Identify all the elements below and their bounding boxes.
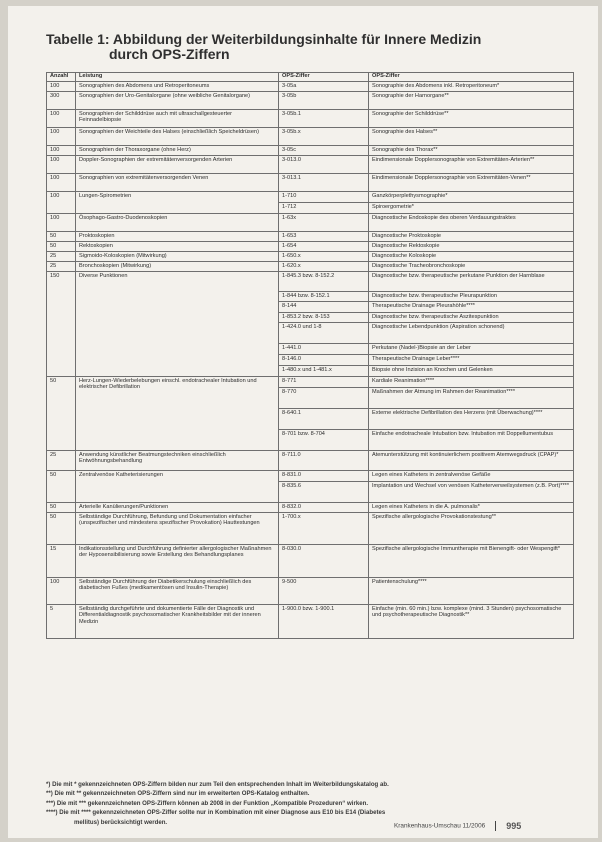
ops-description-cell: Sonographie der Schilddrüse** [369, 110, 574, 128]
ops-description-cell: Einfache (min. 60 min.) bzw. komplexe (mind. 3 Stunden) psychosomatische und psychotherapeutische Diagnostik** [369, 605, 574, 639]
ops-code-cell: 1-441.0 [279, 344, 369, 355]
table-row [47, 252, 574, 262]
ops-description-cell: Diagnostische Koloskopie [369, 252, 574, 262]
ops-description-cell: Legen eines Katheters in die A. pulmonalis* [369, 503, 574, 513]
ops-code-cell: 1-653 [279, 232, 369, 242]
ops-description-cell: Diagnostische bzw. therapeutische Aszitespunktion [369, 313, 574, 323]
table-row [47, 272, 574, 292]
service-cell: Indikationsstellung und Durchführung definierter allergologischer Maßnahmen der Hyposensibilisierung sowie Erstellung des Behandlungsplanes [76, 545, 279, 578]
service-cell: Sonographien der Uro-Genitalorgane (ohne weibliche Genitalorgane) [76, 92, 279, 110]
table-row [47, 174, 574, 192]
service-cell: Anwendung künstlicher Beatmungstechniken einschließlich Entwöhnungsbehandlung [76, 451, 279, 471]
service-cell: Zentralvenöse Katheterisierungen [76, 471, 279, 503]
ops-code-cell: 1-424.0 und 1-8 [279, 323, 369, 344]
table-row [47, 471, 574, 482]
service-cell: Sonographien der Schilddrüse auch mit ultraschallgesteuerter Feinnadelbiopsie [76, 110, 279, 128]
footnote-3: ***) Die mit *** gekennzeichneten OPS-Ziffern können ab 2008 in der Funktion „Kompatible Prozeduren“ wirken. [46, 799, 369, 807]
ops-description-cell: Ganzkörperplethysmographie* [369, 192, 574, 203]
table-header-row [47, 73, 574, 82]
table-row [47, 503, 574, 513]
table-row [47, 545, 574, 578]
journal-name: Krankenhaus-Umschau 11/2006 [394, 822, 486, 830]
ops-code-cell: 1-620.x [279, 262, 369, 272]
ops-description-cell: Diagnostische Lebendpunktion (Aspiration schonend) [369, 323, 574, 344]
ops-code-cell: 1-654 [279, 242, 369, 252]
ops-code-cell: 8-711.0 [279, 451, 369, 471]
ops-code-cell: 1-845.3 bzw. 8-152.2 [279, 272, 369, 292]
ops-code-cell: 8-146.0 [279, 355, 369, 366]
footnotes [46, 780, 573, 827]
table-row [47, 242, 574, 252]
table-row [47, 578, 574, 605]
ops-code-cell: 1-700.x [279, 513, 369, 545]
header-ops-description: OPS-Ziffer [369, 73, 574, 82]
title-line-2: durch OPS-Ziffern [109, 46, 230, 62]
ops-description-cell: Eindimensionale Dopplersonographie von Extremitäten-Venen** [369, 174, 574, 192]
footer-separator [495, 821, 496, 831]
service-cell: Lungen-Spirometrien [76, 192, 279, 214]
service-cell: Diverse Punktionen [76, 272, 279, 377]
service-cell: Arterielle Kanülierungen/Punktionen [76, 503, 279, 513]
count-cell: 50 [47, 232, 76, 242]
page-footer [394, 821, 574, 831]
ops-description-cell: Therapeutische Drainage Leber**** [369, 355, 574, 366]
count-cell: 50 [47, 471, 76, 503]
service-cell: Herz-Lungen-Wiederbelebungen einschl. endotrachealer Intubation und elektrischer Defibrillation [76, 377, 279, 451]
count-cell: 5 [47, 605, 76, 639]
table-row [47, 605, 574, 639]
ops-code-cell: 3-05c [279, 146, 369, 156]
table-row [47, 110, 574, 128]
ops-description-cell: Spezifische allergologische Immuntherapie mit Bienengift- oder Wespengift* [369, 545, 574, 578]
ops-code-cell: 8-701 bzw. 8-704 [279, 430, 369, 451]
table-body [47, 82, 574, 639]
count-cell: 50 [47, 242, 76, 252]
service-cell: Rektoskopien [76, 242, 279, 252]
ops-description-cell: Sonographie des Thorax** [369, 146, 574, 156]
ops-description-cell: Diagnostische Rektoskopie [369, 242, 574, 252]
ops-description-cell: Sonographie der Harnorgane** [369, 92, 574, 110]
ops-description-cell: Legen eines Katheters in zentralvenöse Gefäße [369, 471, 574, 482]
title-line-1: Tabelle 1: Abbildung der Weiterbildungsinhalte für Innere Medizin [46, 31, 482, 47]
table-row [47, 232, 574, 242]
ops-description-cell: Eindimensionale Dopplersonographie von Extremitäten-Arterien** [369, 156, 574, 174]
ops-code-cell: 8-831.0 [279, 471, 369, 482]
service-cell: Selbständige Durchführung der Diabetikerschulung einschließlich des diabetischen Fußes (medikamentösen und Insulin-Therapie) [76, 578, 279, 605]
ops-description-cell: Biopsie ohne Inzision an Knochen und Gelenken [369, 366, 574, 377]
count-cell: 150 [47, 272, 76, 377]
ops-code-cell: 1-844 bzw. 8-152.1 [279, 292, 369, 302]
ops-code-cell: 8-771 [279, 377, 369, 388]
count-cell: 100 [47, 82, 76, 92]
service-cell: Ösophago-Gastro-Duodenoskopien [76, 214, 279, 232]
table-row [47, 451, 574, 471]
ops-description-cell: Patientenschulung**** [369, 578, 574, 605]
ops-description-cell: Implantation und Wechsel von venösen Katheterverweilsystemen (z.B. Port)**** [369, 482, 574, 503]
ops-code-cell: 3-05a [279, 82, 369, 92]
table-row [47, 92, 574, 110]
table-row [47, 156, 574, 174]
ops-description-cell: Diagnostische bzw. therapeutische Pleurapunktion [369, 292, 574, 302]
ops-code-cell: 3-05b.x [279, 128, 369, 146]
document-page [8, 6, 598, 838]
ops-description-cell: Einfache endotracheale Intubation bzw. Intubation mit Doppellumentubus [369, 430, 574, 451]
service-cell: Sonographien des Abdomens und Retroperitoneums [76, 82, 279, 92]
ops-description-cell: Therapeutische Drainage Pleurahöhle**** [369, 302, 574, 313]
table-row [47, 192, 574, 203]
ops-code-cell: 1-712 [279, 203, 369, 214]
ops-code-cell: 1-900.0 bzw. 1-900.1 [279, 605, 369, 639]
ops-description-cell: Atemunterstützung mit kontinuierlichem positivem Atemwegsdruck (CPAP)* [369, 451, 574, 471]
table-row [47, 513, 574, 545]
count-cell: 100 [47, 192, 76, 214]
ops-description-cell: Spiroergometrie* [369, 203, 574, 214]
ops-description-cell: Spezifische allergologische Provokationstestung** [369, 513, 574, 545]
count-cell: 100 [47, 146, 76, 156]
count-cell: 100 [47, 156, 76, 174]
ops-code-cell: 1-63x [279, 214, 369, 232]
table-row [47, 82, 574, 92]
ops-code-cell: 8-144 [279, 302, 369, 313]
count-cell: 25 [47, 252, 76, 262]
header-ops: OPS-Ziffer [279, 73, 369, 82]
ops-code-cell: 8-832.0 [279, 503, 369, 513]
ops-code-cell: 3-013.0 [279, 156, 369, 174]
service-cell: Bronchoskopien (Mitwirkung) [76, 262, 279, 272]
ops-code-cell: 1-853.2 bzw. 8-153 [279, 313, 369, 323]
ops-code-cell: 1-480.x und 1-481.x [279, 366, 369, 377]
ops-code-cell: 3-013.1 [279, 174, 369, 192]
ops-code-cell: 1-710 [279, 192, 369, 203]
table-row [47, 262, 574, 272]
ops-description-cell: Diagnostische bzw. therapeutische perkutane Punktion der Harnblase [369, 272, 574, 292]
footnote-1: *) Die mit * gekennzeichneten OPS-Ziffern bilden nur zum Teil den entsprechenden Inhalt im Weiterbildungskatalog ab. [46, 781, 389, 788]
footnote-2: **) Die mit ** gekennzeichneten OPS-Ziffern sind nur im erweiterten OPS-Katalog enthalten. [46, 790, 310, 798]
service-cell: Selbständige Durchführung, Befundung und Dokumentation einfacher (unspezifischer und mindestens spezifischer Provokation) Hauttestungen [76, 513, 279, 545]
ops-code-cell: 3-05b.1 [279, 110, 369, 128]
footnote-5: mellitus) berücksichtigt werden. [74, 818, 168, 826]
ops-description-cell: Diagnostische Tracheobronchoskopie [369, 262, 574, 272]
service-cell: Doppler-Sonographien der extremitätenversorgenden Arterien [76, 156, 279, 174]
table-row [47, 146, 574, 156]
service-cell: Selbständig durchgeführte und dokumentierte Fälle der Diagnostik und Differentialdiagnostik psychosomatischer Krankheitsbilder mit der inneren Medizin [76, 605, 279, 639]
ops-code-cell: 3-05b [279, 92, 369, 110]
ops-description-cell: Diagnostische Endoskopie des oberen Verdauungstraktes [369, 214, 574, 232]
service-cell: Sonographien von extremitätenversorgenden Venen [76, 174, 279, 192]
ops-description-cell: Sonographie des Abdomens inkl. Retroperitoneum* [369, 82, 574, 92]
footnote-4: ****) Die mit **** gekennzeichneten OPS-Ziffer sollte nur in Kombination mit einer Diagnose aus E10 bis E14 (Diabetes [46, 809, 386, 817]
count-cell: 300 [47, 92, 76, 110]
ops-description-cell: Externe elektrische Defibrillation des Herzens (mit Überwachung)**** [369, 409, 574, 430]
header-service: Leistung [76, 73, 279, 82]
ops-code-cell: 8-640.1 [279, 409, 369, 430]
service-cell: Sigmoido-Koloskopien (Mitwirkung) [76, 252, 279, 262]
count-cell: 25 [47, 451, 76, 471]
ops-description-cell: Sonographie des Halses** [369, 128, 574, 146]
ops-description-cell: Diagnostische Proktoskopie [369, 232, 574, 242]
ops-code-cell: 8-030.0 [279, 545, 369, 578]
ops-code-cell: 9-500 [279, 578, 369, 605]
table-row [47, 214, 574, 232]
ops-code-cell: 1-650.x [279, 252, 369, 262]
count-cell: 100 [47, 110, 76, 128]
count-cell: 50 [47, 377, 76, 451]
ops-description-cell: Kardiale Reanimation**** [369, 377, 574, 388]
training-ops-table [46, 72, 574, 639]
table-row [47, 377, 574, 388]
service-cell: Sonographien der Weichteile des Halses (einschließlich Speicheldrüsen) [76, 128, 279, 146]
ops-description-cell: Perkutane (Nadel-)Biopsie an der Leber [369, 344, 574, 355]
header-count: Anzahl [47, 73, 76, 82]
count-cell: 15 [47, 545, 76, 578]
count-cell: 100 [47, 128, 76, 146]
count-cell: 100 [47, 174, 76, 192]
count-cell: 50 [47, 503, 76, 513]
count-cell: 25 [47, 262, 76, 272]
count-cell: 100 [47, 578, 76, 605]
service-cell: Proktoskopien [76, 232, 279, 242]
ops-code-cell: 8-770 [279, 388, 369, 409]
service-cell: Sonographien der Thoraxorgane (ohne Herz) [76, 146, 279, 156]
count-cell: 50 [47, 513, 76, 545]
page-number: 995 [506, 821, 522, 831]
count-cell: 100 [47, 214, 76, 232]
ops-code-cell: 8-835.6 [279, 482, 369, 503]
ops-description-cell: Maßnahmen der Atmung im Rahmen der Reanimation**** [369, 388, 574, 409]
table-title [46, 32, 566, 62]
table-row [47, 128, 574, 146]
